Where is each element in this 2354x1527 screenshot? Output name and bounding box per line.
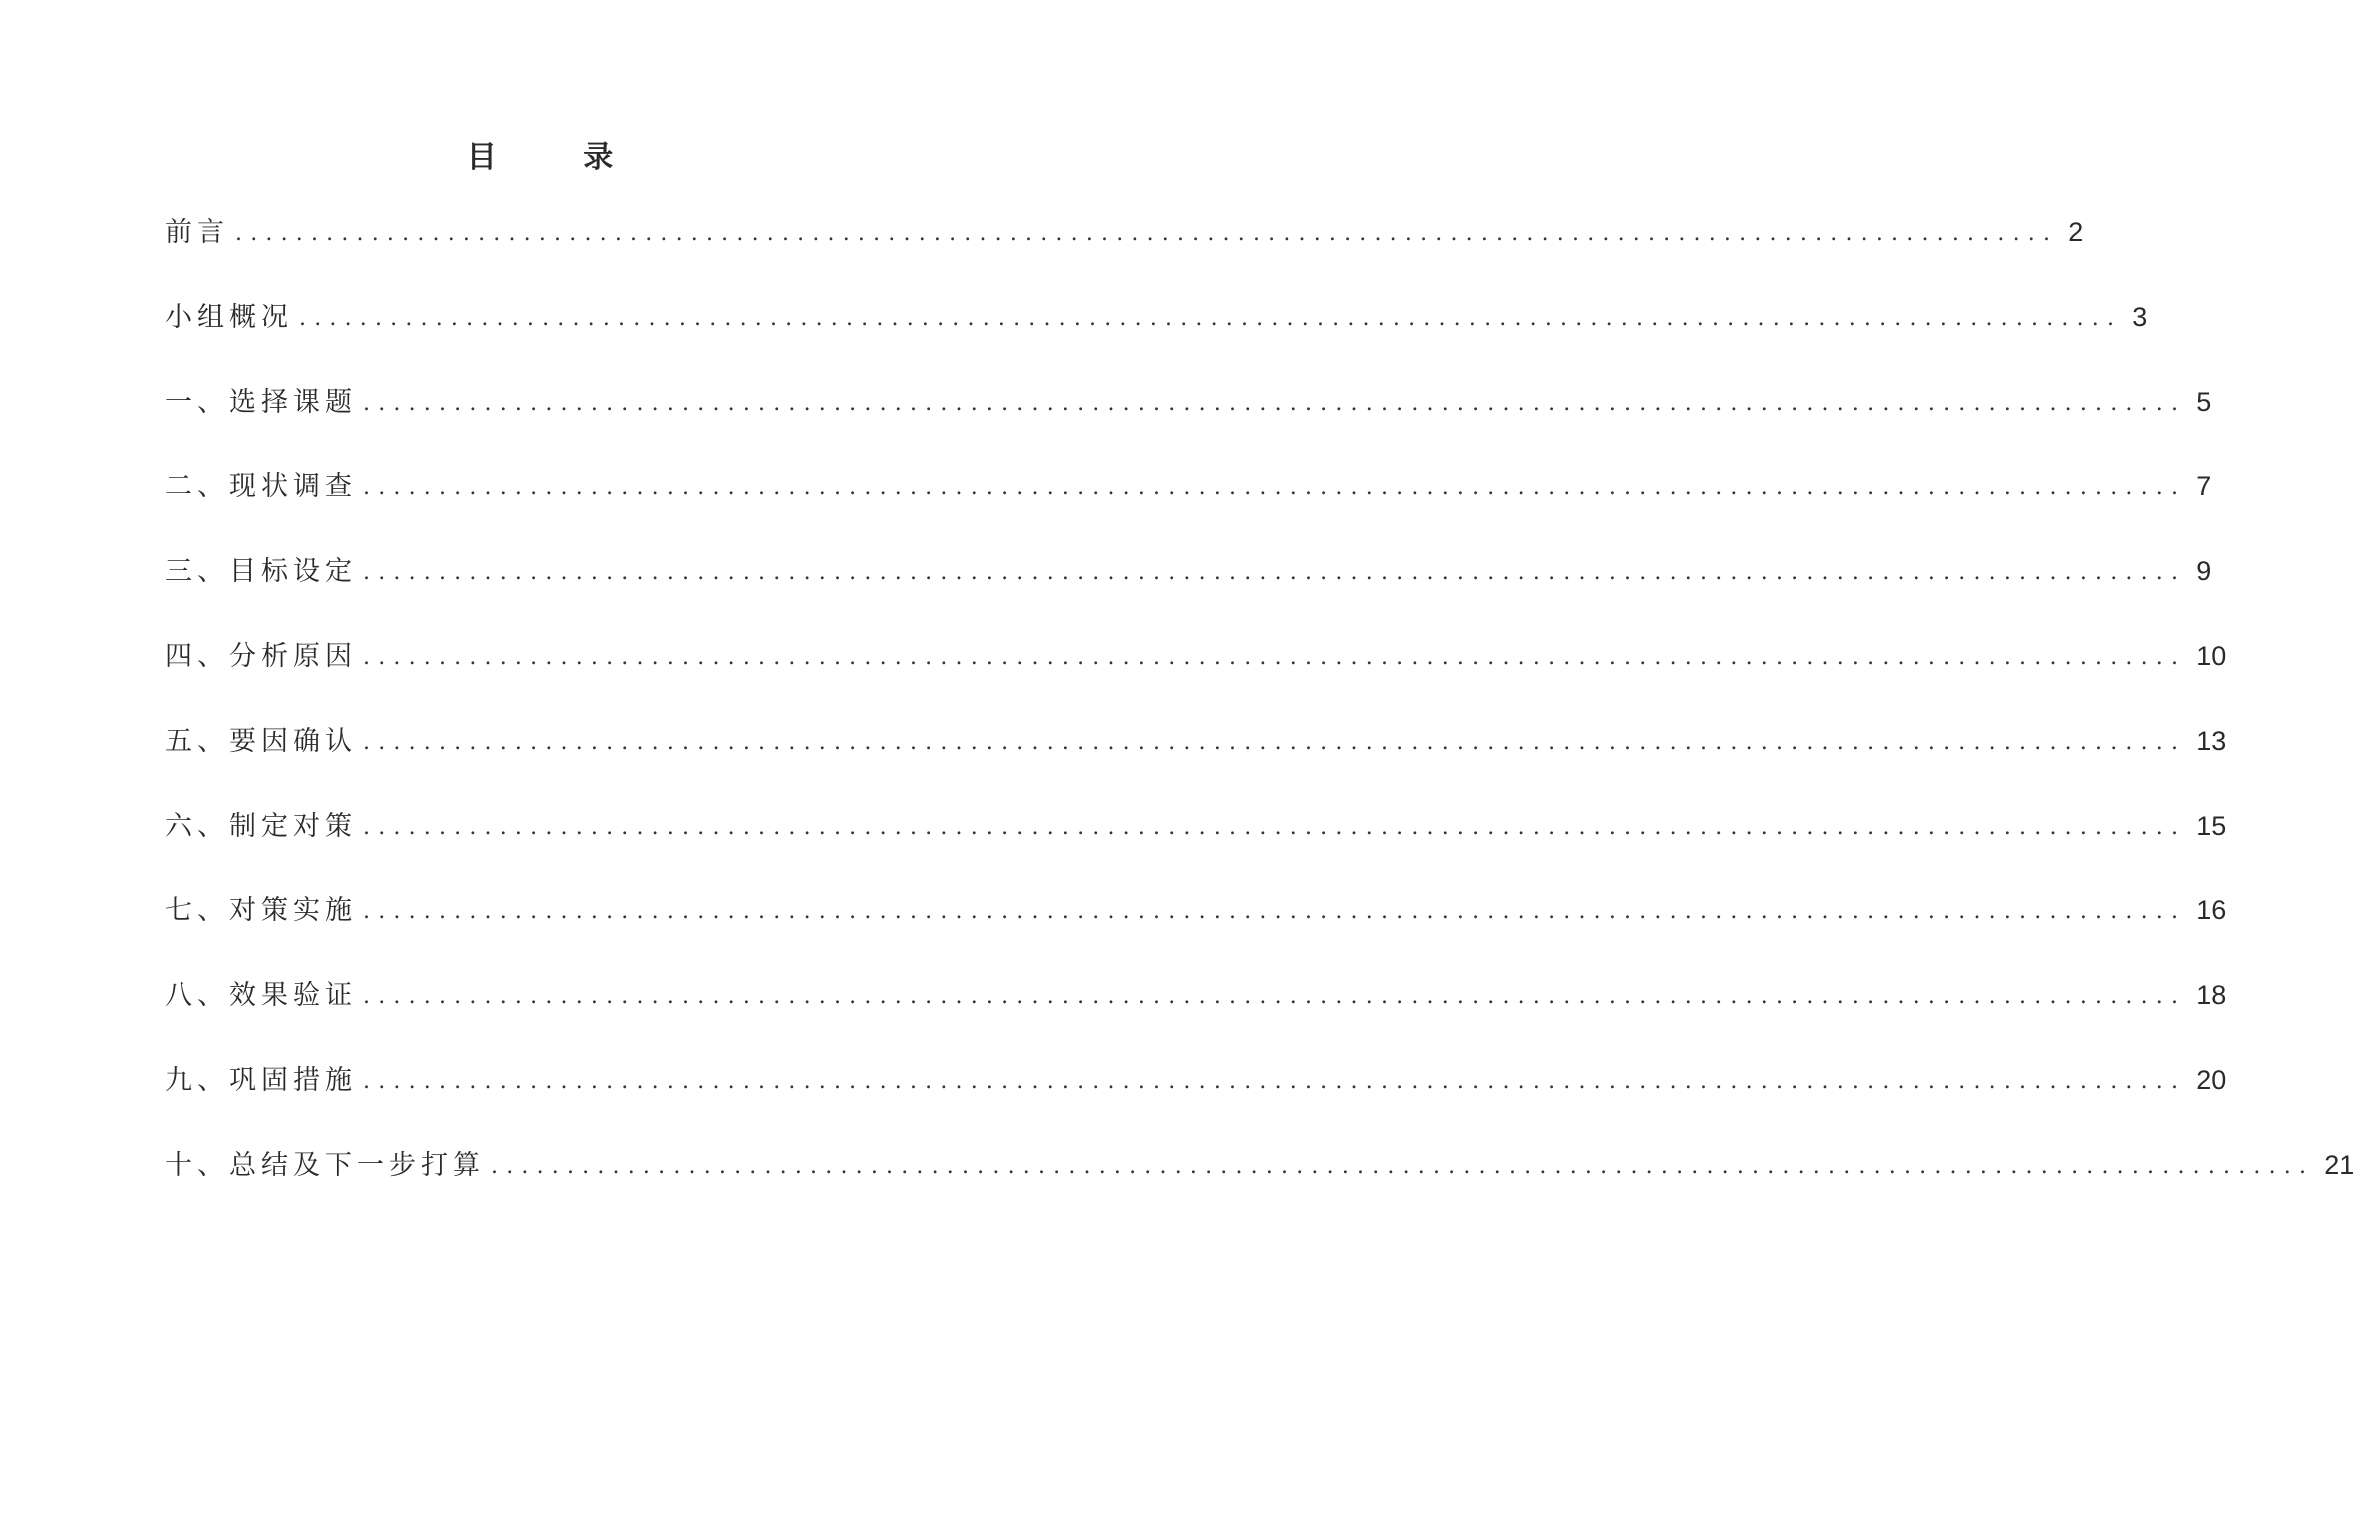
toc-entry [165, 549, 2212, 634]
toc-entry [165, 973, 2227, 1058]
toc-entry-page: 5 [2196, 386, 2212, 417]
toc-entry [165, 804, 2227, 889]
toc-dot-leader: ........................................................................................................................ [235, 221, 2059, 246]
toc-entry-page: 16 [2196, 895, 2227, 926]
toc-entry-page: 21 [2324, 1149, 2354, 1180]
toc-entry-page: 15 [2196, 810, 2227, 841]
toc-entry-label: 九、巩固措施 [165, 1064, 357, 1096]
toc-dot-leader: ........................................................................................................................ [363, 814, 2187, 840]
toc-entry-label: 前言 [165, 217, 229, 248]
toc-entry [165, 888, 2227, 973]
toc-entry-page: 18 [2196, 980, 2227, 1011]
table-of-contents [165, 210, 2354, 1228]
toc-entry-label: 七、对策实施 [165, 895, 357, 927]
toc-entry-label: 十、总结及下一步打算 [165, 1149, 485, 1181]
toc-entry-label: 四、分析原因 [165, 640, 357, 672]
toc-entry-page: 9 [2196, 556, 2212, 587]
toc-entry [165, 380, 2212, 465]
toc-entry-page: 13 [2196, 725, 2227, 756]
toc-entry-page: 2 [2068, 217, 2084, 247]
toc-entry [165, 210, 2084, 295]
toc-dot-leader: ........................................................................................................................ [363, 390, 2187, 416]
toc-entry [165, 464, 2212, 549]
toc-title: 目 录 [466, 140, 652, 175]
toc-entry [165, 1143, 2354, 1228]
toc-entry [165, 1058, 2227, 1143]
toc-entry-label: 一、选择课题 [165, 386, 357, 418]
toc-entry [165, 719, 2227, 804]
toc-entry-label: 五、要因确认 [165, 725, 357, 757]
toc-entry-label: 八、效果验证 [165, 980, 357, 1012]
toc-dot-leader: ........................................................................................................................ [299, 305, 2123, 331]
toc-entry-label: 小组概况 [165, 301, 293, 333]
toc-dot-leader: ........................................................................................................................ [363, 984, 2187, 1010]
toc-entry-label: 六、制定对策 [165, 810, 357, 842]
toc-entry [165, 634, 2227, 719]
toc-dot-leader: ........................................................................................................................ [363, 1068, 2187, 1094]
toc-entry [165, 295, 2148, 380]
toc-entry-page: 10 [2196, 640, 2227, 671]
toc-dot-leader: ........................................................................................................................ [363, 560, 2187, 586]
toc-entry-label: 二、现状调查 [165, 471, 357, 503]
toc-dot-leader: ........................................................................................................................ [363, 729, 2187, 755]
toc-dot-leader: ........................................................................................................................ [363, 475, 2187, 501]
toc-entry-label: 三、目标设定 [165, 556, 357, 588]
toc-entry-page: 20 [2196, 1064, 2227, 1095]
toc-dot-leader: ........................................................................................................................ [363, 644, 2187, 670]
toc-entry-page: 7 [2196, 471, 2212, 502]
toc-dot-leader: ........................................................................................................................ [363, 899, 2187, 925]
toc-entry-page: 3 [2132, 301, 2148, 332]
toc-dot-leader: ........................................................................................................................ [491, 1153, 2315, 1179]
